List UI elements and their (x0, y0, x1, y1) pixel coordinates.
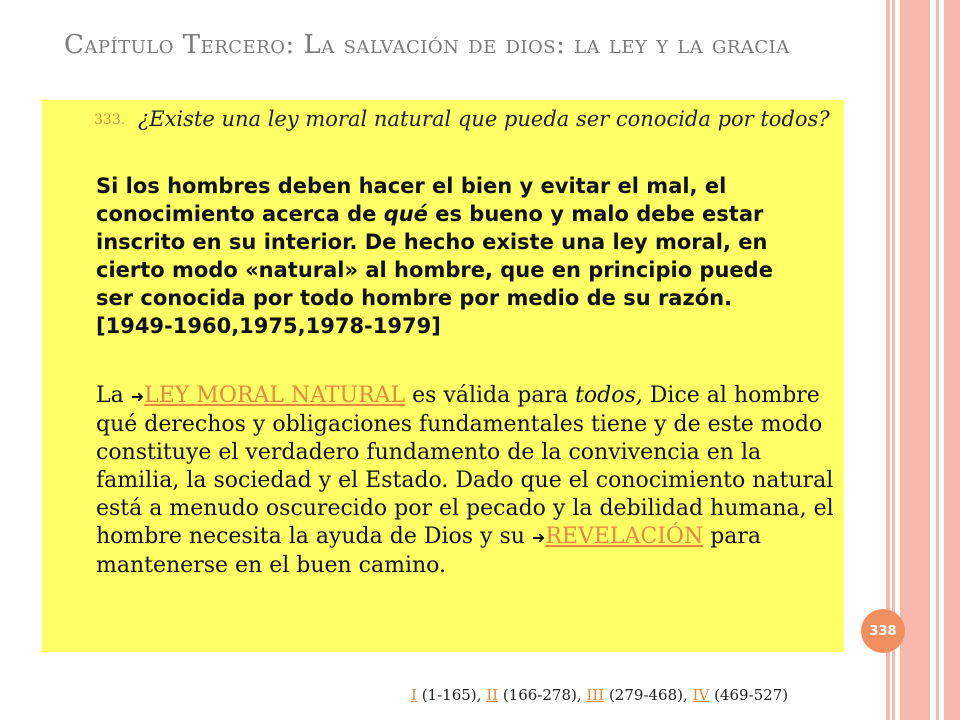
decorative-stripes (886, 0, 960, 720)
footer-range-4: (469-527) (709, 686, 789, 704)
paragraph-intro: La (96, 383, 131, 408)
footer-range-2: (166-278), (498, 686, 587, 704)
page-number-badge: 338 (861, 609, 905, 653)
question-text: ¿Existe una ley moral natural que pueda ser conocida por todos? (138, 107, 830, 131)
explanation-paragraph (96, 382, 836, 580)
content-panel (42, 100, 844, 652)
paragraph-end: para mantenerse en el buen camino. (96, 524, 762, 578)
footer-link-part-2[interactable]: II (486, 686, 499, 704)
paragraph-mid-1: es válida para (405, 383, 576, 408)
question (96, 106, 836, 133)
paragraph-todos: todos, (575, 383, 643, 408)
footer-link-part-3[interactable]: III (586, 686, 605, 704)
question-number: 333. (94, 112, 126, 128)
answer-part-2: es bueno y malo debe estar inscrito en su interior. De hecho existe una ley moral, en cierto modo «natural» al hombre, que en principio puede ser conocida por todo hombre por medio de su razón. [1949-1960,1975,1978-1979] (96, 202, 773, 338)
footer-range-1: (1-165), (416, 686, 487, 704)
answer-part-1: Si los hombres deben hacer el bien y evitar el mal, el conocimiento acerca de (96, 174, 727, 226)
footer-range-3: (279-468), (604, 686, 693, 704)
link-ley-moral-natural[interactable]: LEY MORAL NATURAL (144, 383, 406, 408)
slide-title: Capítulo Tercero: La salvación de dios: la ley y la gracia (64, 30, 790, 60)
footer-link-part-1[interactable]: I (411, 686, 417, 704)
link-revelacion[interactable]: REVELACIÓN (545, 524, 704, 549)
arrow-right-icon: ➜ (130, 387, 145, 406)
footer-index (411, 686, 788, 704)
arrow-right-icon: ➜ (531, 528, 546, 547)
answer-text (96, 172, 816, 340)
paragraph-mid-2: Dice al hombre qué derechos y obligaciones fundamentales tiene y de este modo constituye el verdadero fundamento de la convivencia en la familia, la sociedad y el Estado. Dado que el conocimiento natural está a menudo oscurecido por el pecado y la debilidad humana, el hombre necesita la ayuda de Dios y su (96, 383, 834, 549)
answer-emphasis: qué (383, 202, 428, 226)
footer-link-part-4[interactable]: IV (692, 686, 710, 704)
